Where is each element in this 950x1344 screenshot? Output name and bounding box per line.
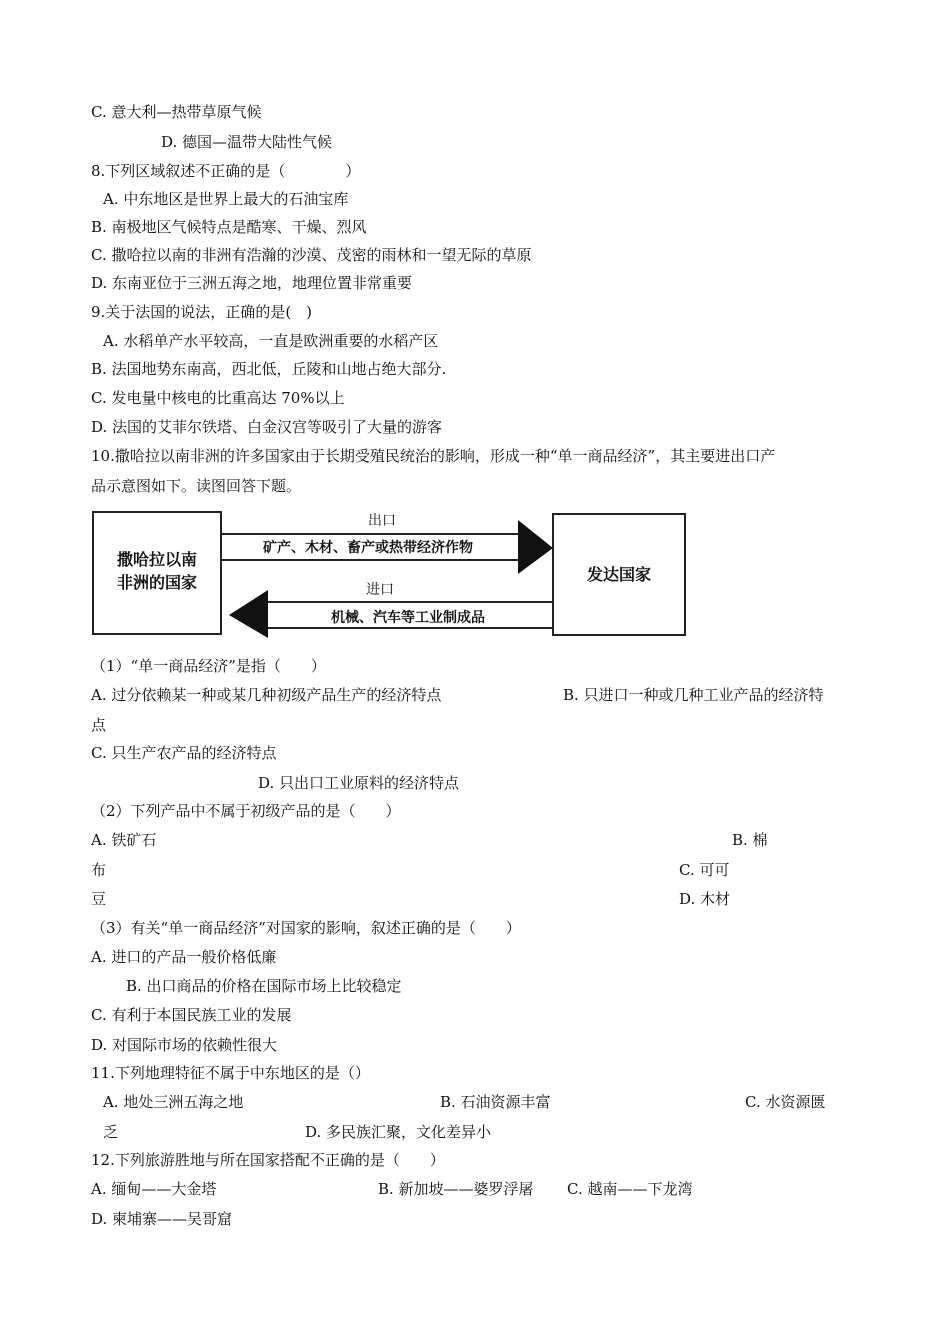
option-c-q11-cont: 乏 <box>103 1123 119 1141</box>
export-goods: 矿产、木材、畜产或热带经济作物 <box>263 540 473 556</box>
option-d-q9: D. 法国的艾菲尔铁塔、白金汉宫等吸引了大量的游客 <box>91 418 443 436</box>
option-b-sub2: B. 棉 <box>732 831 768 849</box>
subquestion-1-stem: （1）“单一商品经济”是指（ ） <box>91 657 326 675</box>
africa-box-line1: 撒哈拉以南 <box>116 550 198 569</box>
question-12-stem: 12.下列旅游胜地与所在国家搭配不正确的是（ ） <box>91 1151 445 1169</box>
option-c-q8: C. 撒哈拉以南的非洲有浩瀚的沙漠、茂密的雨林和一望无际的草原 <box>91 246 532 264</box>
option-b-sub3: B. 出口商品的价格在国际市场上比较稳定 <box>126 977 402 995</box>
option-c-sub1: C. 只生产农产品的经济特点 <box>91 744 277 762</box>
option-d-q12: D. 柬埔寨——吴哥窟 <box>91 1210 233 1228</box>
option-b-q11: B. 石油资源丰富 <box>440 1093 551 1111</box>
option-b-q12: B. 新加坡——婆罗浮屠 <box>378 1180 534 1198</box>
question-10-stem-line1: 10.撒哈拉以南非洲的许多国家由于长期受殖民统治的影响，形成一种“单一商品经济”，其主要进出口产 <box>91 447 776 465</box>
option-d-q8: D. 东南亚位于三洲五海之地，地理位置非常重要 <box>91 274 413 292</box>
option-b-sub1-cont: 点 <box>91 716 107 734</box>
option-d-sub2: D. 木材 <box>679 890 731 908</box>
option-b-q8: B. 南极地区气候特点是酷寒、干燥、烈风 <box>91 218 367 236</box>
developed-box-label: 发达国家 <box>586 565 652 584</box>
option-c-sub2-cont: 豆 <box>91 890 107 908</box>
option-a-sub3: A. 进口的产品一般价格低廉 <box>91 948 277 966</box>
option-d-sub3: D. 对国际市场的依赖性很大 <box>91 1036 278 1054</box>
option-c-q7: C. 意大利—热带草原气候 <box>91 103 262 121</box>
option-c-q9: C. 发电量中核电的比重高达 70%以上 <box>91 389 345 407</box>
option-d-q7: D. 德国—温带大陆性气候 <box>161 133 333 151</box>
option-a-q8: A. 中东地区是世界上最大的石油宝库 <box>103 190 349 208</box>
question-9-stem: 9.关于法国的说法，正确的是( ) <box>91 303 313 321</box>
option-a-sub1: A. 过分依赖某一种或某几种初级产品生产的经济特点 <box>91 686 442 704</box>
option-c-q12: C. 越南——下龙湾 <box>567 1180 693 1198</box>
export-arrow-head <box>518 520 553 574</box>
option-c-sub2: C. 可可 <box>679 861 730 879</box>
option-b-sub1: B. 只进口一种或几种工业产品的经济特 <box>563 686 824 704</box>
option-a-q9: A. 水稻单产水平较高，一直是欧洲重要的水稻产区 <box>103 332 439 350</box>
question-8-stem: 8.下列区域叙述不正确的是（ ） <box>91 162 361 180</box>
option-c-q11: C. 水资源匮 <box>745 1093 826 1111</box>
subquestion-2-stem: （2）下列产品中不属于初级产品的是（ ） <box>91 802 401 820</box>
option-b-q9: B. 法国地势东南高，西北低，丘陵和山地占绝大部分. <box>91 360 447 378</box>
import-arrow-head <box>229 590 268 638</box>
question-10-stem-line2: 品示意图如下。读图回答下题。 <box>91 477 302 495</box>
export-label: 出口 <box>368 513 396 529</box>
subquestion-3-stem: （3）有关“单一商品经济”对国家的影响，叙述正确的是（ ） <box>91 919 521 937</box>
import-goods: 机械、汽车等工业制成品 <box>331 610 485 626</box>
import-label: 进口 <box>366 582 394 598</box>
africa-box-line2: 非洲的国家 <box>116 573 198 592</box>
option-a-sub2: A. 铁矿石 <box>91 831 157 849</box>
option-a-q12: A. 缅甸——大金塔 <box>91 1180 217 1198</box>
option-d-sub1: D. 只出口工业原料的经济特点 <box>258 774 460 792</box>
option-d-q11: D. 多民族汇聚，文化差异小 <box>305 1123 492 1141</box>
option-c-sub3: C. 有利于本国民族工业的发展 <box>91 1006 292 1024</box>
option-b-sub2-cont: 布 <box>91 861 107 879</box>
option-a-q11: A. 地处三洲五海之地 <box>103 1093 244 1111</box>
question-11-stem: 11.下列地理特征不属于中东地区的是（） <box>91 1064 370 1082</box>
trade-diagram <box>92 508 692 640</box>
